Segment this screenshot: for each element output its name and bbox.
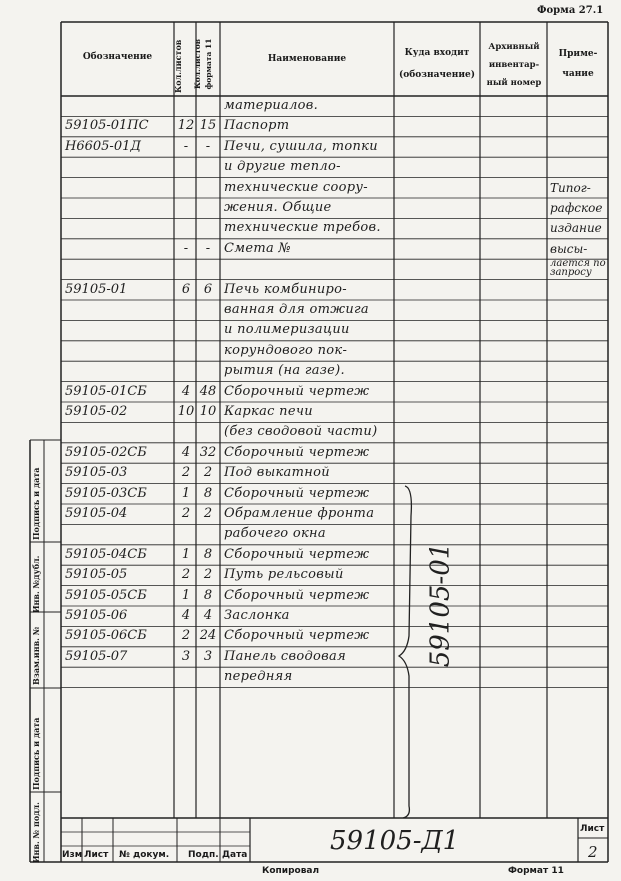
- name-cell: Панель сводовая: [224, 648, 346, 664]
- stamp-col-izm: Изм: [62, 850, 83, 860]
- qty-format-cell: -: [205, 138, 211, 154]
- stamp-col-date: Дата: [222, 850, 248, 860]
- qty-format-cell: 2: [203, 567, 213, 583]
- table-row: [61, 626, 608, 646]
- table-row: [61, 239, 608, 259]
- table-row: [61, 259, 608, 279]
- name-cell: рабочего окна: [224, 526, 326, 542]
- table-row: [61, 157, 608, 177]
- name-cell: Сборочный чертеж: [224, 587, 370, 603]
- designation-cell: 59105-01СБ: [65, 383, 147, 399]
- table-row: [61, 137, 608, 157]
- designation-cell: 59105-02: [65, 404, 128, 419]
- qty-sheets-cell: 1: [181, 587, 191, 603]
- name-cell: Сборочный чертеж: [224, 628, 370, 644]
- note-cell: рафское: [550, 201, 603, 215]
- qty-format-cell: 4: [203, 608, 213, 623]
- qty-sheets-cell: 4: [181, 608, 191, 623]
- used-in-bracket-label: 59105-01: [425, 542, 456, 668]
- footer-copied: Копировал: [262, 866, 320, 876]
- qty-sheets-cell: 12: [177, 118, 195, 134]
- header-name: Наименование: [267, 54, 347, 64]
- table-row: [61, 116, 608, 136]
- stamp-col-doc: № докум.: [119, 850, 170, 860]
- qty-format-cell: 15: [199, 118, 217, 134]
- note-cell: высы-: [550, 241, 588, 256]
- qty-format-cell: 8: [203, 485, 213, 501]
- table-row: [61, 361, 608, 381]
- table-row: [61, 484, 608, 504]
- qty-sheets-cell: 2: [181, 628, 191, 644]
- name-cell: Печь комбиниро-: [224, 281, 347, 297]
- table-row: [61, 463, 608, 483]
- qty-sheets-cell: 1: [181, 485, 191, 501]
- header-designation: Обозначение: [82, 52, 153, 62]
- qty-sheets-cell: 3: [181, 648, 191, 664]
- name-cell: и другие тепло-: [224, 159, 341, 175]
- header-archive: Архивный инвентар- ный номер: [486, 42, 542, 88]
- name-cell: Паспорт: [224, 118, 290, 134]
- table-row: [61, 96, 608, 116]
- table-row: [61, 443, 608, 463]
- table-row: [61, 341, 608, 361]
- header-note: Приме- чание: [558, 49, 598, 79]
- designation-cell: 59105-05СБ: [65, 587, 147, 603]
- qty-format-cell: 24: [199, 628, 217, 644]
- qty-sheets-cell: -: [183, 138, 189, 154]
- table-row: [61, 545, 608, 565]
- name-cell: Каркас печи: [224, 404, 313, 419]
- name-cell: ванная для отжига: [224, 302, 369, 317]
- name-cell: Обрамление фронта: [224, 506, 375, 521]
- name-cell: Сборочный чертеж: [224, 383, 370, 399]
- table-row: [61, 524, 608, 544]
- designation-cell: 59105-04: [65, 506, 128, 521]
- table-row: [61, 667, 608, 687]
- form-label: Форма 27.1: [537, 5, 604, 16]
- designation-cell: 59105-04СБ: [65, 546, 147, 562]
- table-row: [61, 606, 608, 626]
- designation-cell: 59105-02СБ: [65, 444, 147, 460]
- designation-cell: 59105-03: [65, 465, 128, 481]
- qty-sheets-cell: 6: [181, 281, 191, 297]
- qty-sheets-cell: -: [183, 240, 189, 256]
- qty-sheets-cell: 10: [177, 404, 195, 419]
- table-row: [61, 402, 608, 422]
- sheet-label: Лист: [580, 824, 605, 834]
- name-cell: Сборочный чертеж: [224, 444, 370, 460]
- table-row: [61, 280, 608, 300]
- footer-format: Формат 11: [508, 866, 564, 876]
- name-cell: Под выкатной: [224, 465, 330, 481]
- designation-cell: Н6605-01Д: [65, 138, 141, 154]
- name-cell: Сборочный чертеж: [224, 546, 370, 562]
- name-cell: Печи, сушила, топки: [224, 138, 378, 154]
- table-row: [61, 178, 608, 198]
- qty-format-cell: 10: [199, 404, 217, 419]
- note-cell: лается по запросу: [550, 258, 606, 279]
- header-qty-sheets-format: Кол.листов формата 11: [193, 38, 213, 90]
- table-row: [61, 565, 608, 585]
- qty-format-cell: 2: [203, 465, 213, 481]
- designation-cell: 59105-06: [65, 608, 128, 623]
- name-cell: технические требов.: [224, 220, 381, 236]
- name-cell: рытия (на газе).: [224, 363, 345, 379]
- side-label-replaced-inv: Взам.инв. №: [31, 626, 41, 685]
- name-cell: жения. Общие: [224, 200, 332, 215]
- side-label-inv-orig: Инв. № подл.: [31, 802, 41, 863]
- qty-sheets-cell: 4: [181, 383, 191, 399]
- qty-sheets-cell: 1: [181, 546, 191, 562]
- name-cell: (без сводовой части): [224, 424, 378, 440]
- table-row: [61, 382, 608, 402]
- name-cell: Заслонка: [224, 608, 290, 623]
- name-cell: Смета №: [224, 240, 292, 256]
- qty-format-cell: 8: [203, 546, 213, 562]
- qty-sheets-cell: 2: [181, 465, 191, 481]
- table-row: [61, 198, 608, 218]
- table-row: [61, 586, 608, 606]
- qty-format-cell: -: [205, 240, 211, 256]
- table-row: [61, 218, 608, 238]
- table-row: [61, 422, 608, 442]
- name-cell: Путь рельсовый: [224, 567, 344, 583]
- qty-format-cell: 3: [203, 648, 213, 664]
- name-cell: корундового пок-: [224, 342, 348, 358]
- qty-format-cell: 32: [199, 444, 217, 460]
- name-cell: и полимеризации: [224, 322, 350, 338]
- qty-sheets-cell: 2: [181, 506, 191, 521]
- designation-cell: 59105-06СБ: [65, 628, 147, 644]
- note-cell: Типог-: [550, 180, 591, 195]
- designation-cell: 59105-01: [65, 281, 128, 297]
- name-cell: передняя: [224, 669, 293, 685]
- side-label-inv-dupl: Инв. №дубл.: [31, 555, 41, 613]
- side-label-sign-date-top: Подпись и дата: [31, 467, 41, 540]
- name-cell: Сборочный чертеж: [224, 485, 370, 501]
- qty-format-cell: 6: [203, 281, 213, 297]
- stamp-col-sign: Подп.: [188, 850, 219, 860]
- qty-sheets-cell: 4: [181, 444, 191, 460]
- qty-format-cell: 8: [203, 587, 213, 603]
- side-label-sign-date-bottom: Подпись и дата: [31, 717, 41, 790]
- note-cell: издание: [550, 221, 602, 236]
- qty-format-cell: 48: [199, 383, 217, 399]
- qty-format-cell: 2: [203, 506, 213, 521]
- doc-code: 59105-Д1: [330, 826, 460, 856]
- sheet-number: 2: [588, 843, 598, 861]
- qty-sheets-cell: 2: [181, 567, 191, 583]
- designation-cell: 59105-05: [65, 567, 128, 583]
- stamp-col-list: Лист: [84, 850, 109, 860]
- header-qty-sheets: Кол.листов: [173, 39, 183, 93]
- table-row: [61, 300, 608, 320]
- designation-cell: 59105-01ПС: [65, 118, 149, 134]
- table-row: [61, 504, 608, 524]
- designation-cell: 59105-07: [65, 648, 128, 664]
- table-row: [61, 320, 608, 340]
- header-used-in: Куда входит (обозначение): [399, 48, 475, 80]
- designation-cell: 59105-03СБ: [65, 485, 147, 501]
- name-cell: технические соору-: [224, 179, 368, 195]
- name-cell: материалов.: [224, 98, 319, 113]
- table-row: [61, 647, 608, 667]
